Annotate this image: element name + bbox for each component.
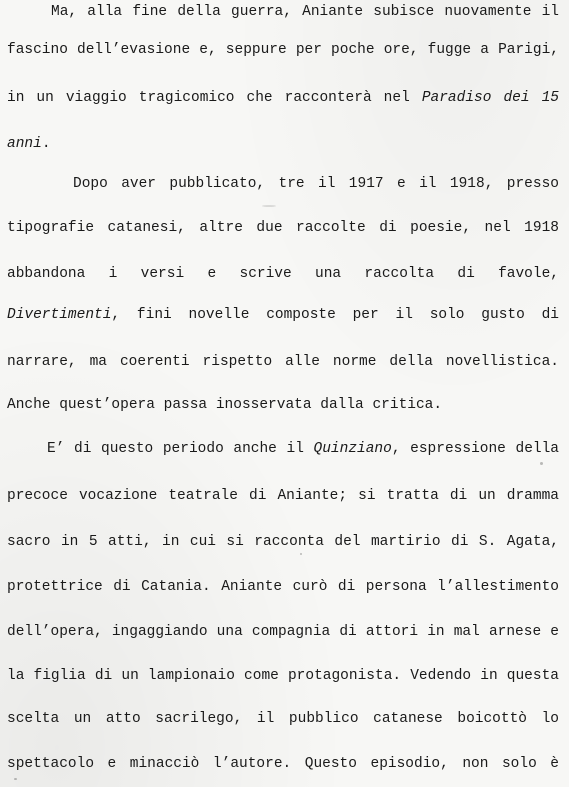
text-segment: tipografie catanesi, altre due raccolte di poesie, nel 1918 [7,220,559,236]
text-segment: la figlia di un lampionaio come protagonista. Vedendo in questa [7,668,559,684]
text-segment: Dopo aver pubblicato, tre il 1917 e il 1918, presso [73,176,559,192]
text-line [7,393,559,417]
text-segment: spettacolo e minacciò l’autore. Questo episodio, non solo è [7,756,559,772]
scan-speck [300,553,302,555]
text-line [7,0,559,24]
text-segment: Ma, alla fine della guerra, Aniante subisce nuovamente il [51,4,559,20]
book-title: Quinziano [313,441,392,457]
text-segment: Anche quest’opera passa inosservata dalla critica. [7,397,443,413]
text-line [7,707,559,731]
text-segment: fascino dell’evasione e, seppure per poche ore, fugge a Parigi, [7,42,559,58]
text-segment: in un viaggio tragicomico che racconterà nel [7,90,422,106]
text-line [7,303,559,327]
text-line [7,172,559,196]
text-line [7,38,559,62]
text-line [7,530,559,554]
text-line [7,664,559,688]
text-segment: protettrice di Catania. Aniante curò di persona l’allestimento [7,579,559,595]
book-title: Paradiso dei 15 [421,90,559,106]
text-line [7,262,559,286]
text-line [7,575,559,599]
scan-speck [262,205,276,207]
text-segment: precoce vocazione teatrale di Aniante; si tratta di un dramma [7,488,559,504]
text-segment: abbandona i versi e scrive una raccolta di favole, [7,266,559,282]
text-segment: dell’opera, ingaggiando una compagnia di attori in mal arnese e [7,624,559,640]
text-line [7,620,559,644]
scan-speck [14,778,17,780]
text-line [7,216,559,240]
text-segment: , fini novelle composte per il solo gusto di [111,307,559,323]
text-line [7,132,559,156]
scan-speck [540,462,543,465]
text-segment: , espressione della [391,441,559,457]
text-line [7,350,559,374]
book-title: anni [7,136,42,152]
text-line [7,437,559,461]
book-title: Divertimenti [7,307,112,323]
text-segment: sacro in 5 atti, in cui si racconta del martirio di S. Agata, [7,534,559,550]
text-segment: . [41,136,51,152]
text-line [7,752,559,776]
text-line [7,484,559,508]
text-line [7,86,559,110]
text-segment: narrare, ma coerenti rispetto alle norme della novellistica. [7,354,559,370]
text-segment: E’ di questo periodo anche il [47,441,314,457]
text-segment: scelta un atto sacrilego, il pubblico catanese boicottò lo [7,711,559,727]
